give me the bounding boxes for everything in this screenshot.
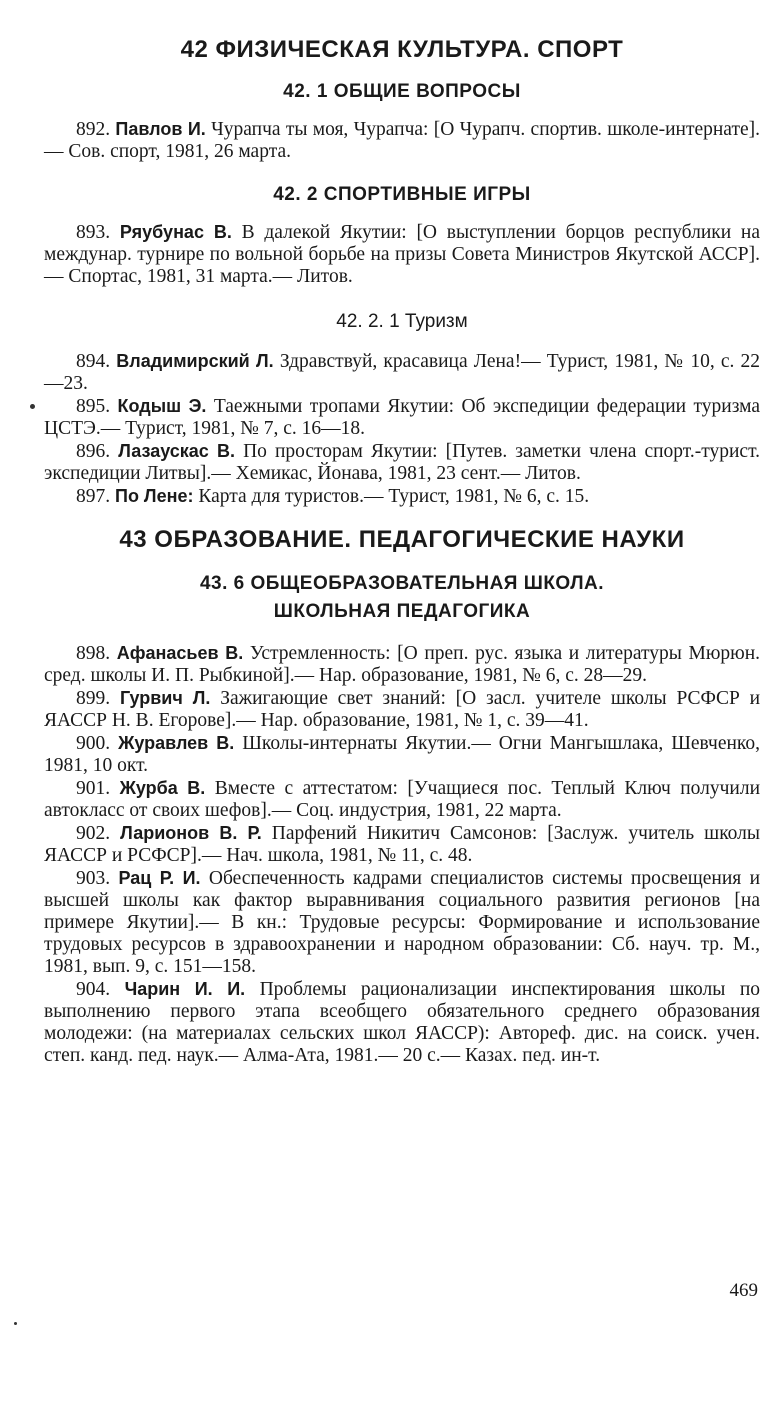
bibliography-entry-900: 900. Журавлев В. Школы-интернаты Якутии.— Огни Мангышлака, Шевченко, 1981, 10 окт. [44, 733, 761, 776]
page-number: 469 [729, 1280, 758, 1301]
entry-text: Вместе с аттестатом: [Учащиеся пос. Теплый Ключ получили автокласс от своих шефов].— Соц. индустрия, 1981, 22 марта. [44, 778, 761, 821]
entry-author: Лазаускас В. [118, 441, 235, 461]
entry-list-42-2 [44, 221, 760, 288]
entry-text: Парфений Никитич Самсонов: [Заслуж. учитель школы ЯАССР и РСФСР].— Нач. школа, 1981, № 11, с. 48. [44, 823, 761, 866]
bibliography-entry-904: 904. Чарин И. И. Проблемы рационализации инспектирования школы по выполнению первого этапа всеобщего обязательного среднего образования молодежи: (на материалах сельских школ ЯАССР): Автореф. дис. на соиск. учен. степ. канд. пед. наук.— Алма-Ата, 1981.— 20 с.— Казах. пед. ин-т. [44, 979, 760, 1066]
entry-text: По просторам Якутии: [Путев. заметки члена спорт.-турист. экспедиции Литвы].— Хемикас, Йонава, 1981, 23 сент.— Литов. [44, 441, 761, 484]
entry-list-42-1 [44, 118, 760, 163]
bibliography-entry-902: 902. Ларионов В. Р. Парфений Никитич Самсонов: [Заслуж. учитель школы ЯАССР и РСФСР].— Нач. школа, 1981, № 11, с. 48. [44, 823, 761, 866]
entry-text: Чурапча ты моя, Чурапча: [О Чурапч. спортив. школе-интернате].— Сов. спорт, 1981, 26 марта. [44, 119, 761, 162]
bibliography-entry-892: 892. Павлов И. Чурапча ты моя, Чурапча: [О Чурапч. спортив. школе-интернате].— Сов. спорт, 1981, 26 марта. [44, 119, 761, 162]
subsection-heading-42-2: 42. 2 СПОРТИВНЫЕ ИГРЫ [273, 184, 531, 205]
entry-text: Здравствуй, красавица Лена!— Турист, 1981, № 10, с. 22—23. [44, 351, 761, 394]
entry-text: Школы-интернаты Якутии.— Огни Мангышлака, Шевченко, 1981, 10 окт. [44, 733, 761, 776]
entry-text: Обеспеченность кадрами специалистов системы просвещения и высшей школы как фактор выравнивания социального развития регионов [на примере Якутии].— В кн.: Трудовые ресурсы: Формирование и использование трудовых ресурсов в здравоохранении и народном образовании: Сб. науч. тр. М., 1981, вып. 9, с. 151—158. [44, 868, 761, 977]
entry-text: Карта для туристов.— Турист, 1981, № 6, с. 15. [198, 486, 590, 507]
entry-text: Устремленность: [О преп. рус. языка и литературы Мюрюн. сред. школы И. П. Рыбкиной].— Нар. образование, 1981, № 6, с. 28—29. [44, 643, 761, 686]
bibliography-entry-898: 898. Афанасьев В. Устремленность: [О преп. рус. языка и литературы Мюрюн. сред. школы И. П. Рыбкиной].— Нар. образование, 1981, № 6, с. 28—29. [44, 643, 761, 686]
bibliography-entry-896: 896. Лазаускас В. По просторам Якутии: [Путев. заметки члена спорт.-турист. экспедиции Литвы].— Хемикас, Йонава, 1981, 23 сент.— Литов. [44, 441, 761, 484]
bibliography-entry-903: 903. Рац Р. И. Обеспеченность кадрами специалистов системы просвещения и высшей школы как фактор выравнивания социального развития регионов [на примере Якутии].— В кн.: Трудовые ресурсы: Формирование и использование трудовых ресурсов в здравоохранении и народном образовании: Сб. науч. тр. М., 1981, вып. 9, с. 151—158. [44, 868, 761, 977]
entry-author: Павлов И. [115, 119, 206, 139]
bibliography-entry-897: 897. По Лене: Карта для туристов.— Турист, 1981, № 6, с. 15. [76, 486, 590, 507]
entry-text: В далекой Якутии: [О выступлении борцов республики на междунар. турнире по вольной борьбе на призы Совета Министров Якутской АССР].— Спортас, 1981, 31 марта.— Литов. [44, 222, 761, 287]
entry-author: Ряубунас В. [119, 222, 232, 242]
entry-list-42-2-1 [44, 350, 760, 508]
subsection-heading-line-2: ШКОЛЬНАЯ ПЕДАГОГИКА [273, 601, 531, 622]
entry-list-43-6 [44, 642, 760, 1067]
entry-author: Кодыш Э. [117, 396, 207, 416]
entry-author: Ларионов В. Р. [120, 823, 262, 843]
bibliography-entry-895: 895. Кодыш Э. Таежными тропами Якутии: Об экспедиции федерации туризма ЦСТЭ.— Турист, 1981, № 7, с. 16—18. [44, 396, 760, 439]
entry-author: Афанасьев В. [116, 643, 244, 663]
ink-spot [14, 1322, 17, 1325]
bibliography-entry-901: 901. Журба В. Вместе с аттестатом: [Учащиеся пос. Теплый Ключ получили автокласс от своих шефов].— Соц. индустрия, 1981, 22 марта. [44, 778, 761, 821]
section-heading-42: 42 ФИЗИЧЕСКАЯ КУЛЬТУРА. СПОРТ [180, 36, 624, 63]
bibliography-entry-899: 899. Гурвич Л. Зажигающие свет знаний: [О засл. учителе школы РСФСР и ЯАССР Н. В. Егорове].— Нар. образование, 1981, № 1, с. 39—41. [44, 688, 761, 731]
entry-author: Владимирский Л. [116, 351, 274, 371]
subsection-heading-42-1: 42. 1 ОБЩИЕ ВОПРОСЫ [283, 81, 521, 102]
entry-author: Журба В. [119, 778, 206, 798]
bibliography-entry-894: 894. Владимирский Л. Здравствуй, красавица Лена!— Турист, 1981, № 10, с. 22—23. [44, 351, 761, 394]
section-heading-43: 43 ОБРАЗОВАНИЕ. ПЕДАГОГИЧЕСКИЕ НАУКИ [119, 526, 685, 553]
bibliography-entry-893: 893. Ряубунас В. В далекой Якутии: [О выступлении борцов республики на междунар. турнире по вольной борьбе на призы Совета Министров Якутской АССР].— Спортас, 1981, 31 марта.— Литов. [44, 222, 761, 287]
entry-text: Проблемы рационализации инспектирования школы по выполнению первого этапа всеобщего обязательного среднего образования молодежи: (на материалах сельских школ ЯАССР): Автореф. дис. на соиск. учен. степ. канд. пед. наук.— Алма-Ата, 1981.— 20 с.— Казах. пед. ин-т. [44, 979, 760, 1066]
entry-author: Рац Р. И. [118, 868, 201, 888]
subsection-heading-line-1: 43. 6 ОБЩЕОБРАЗОВАТЕЛЬНАЯ ШКОЛА. [199, 573, 605, 594]
subsection-heading-42-2-1: 42. 2. 1 Туризм [336, 311, 468, 332]
ink-spot [30, 404, 35, 409]
entry-text: Зажигающие свет знаний: [О засл. учителе школы РСФСР и ЯАССР Н. В. Егорове].— Нар. образование, 1981, № 1, с. 39—41. [44, 688, 761, 731]
entry-author: Журавлев В. [118, 733, 235, 753]
entry-author: Чарин И. И. [124, 979, 246, 999]
entry-text: Таежными тропами Якутии: Об экспедиции федерации туризма ЦСТЭ.— Турист, 1981, № 7, с. 16—18. [44, 396, 760, 439]
page-content [44, 30, 760, 1067]
entry-author: По Лене: [115, 486, 194, 506]
entry-author: Гурвич Л. [119, 688, 211, 708]
subsection-heading-43-6 [44, 570, 760, 626]
